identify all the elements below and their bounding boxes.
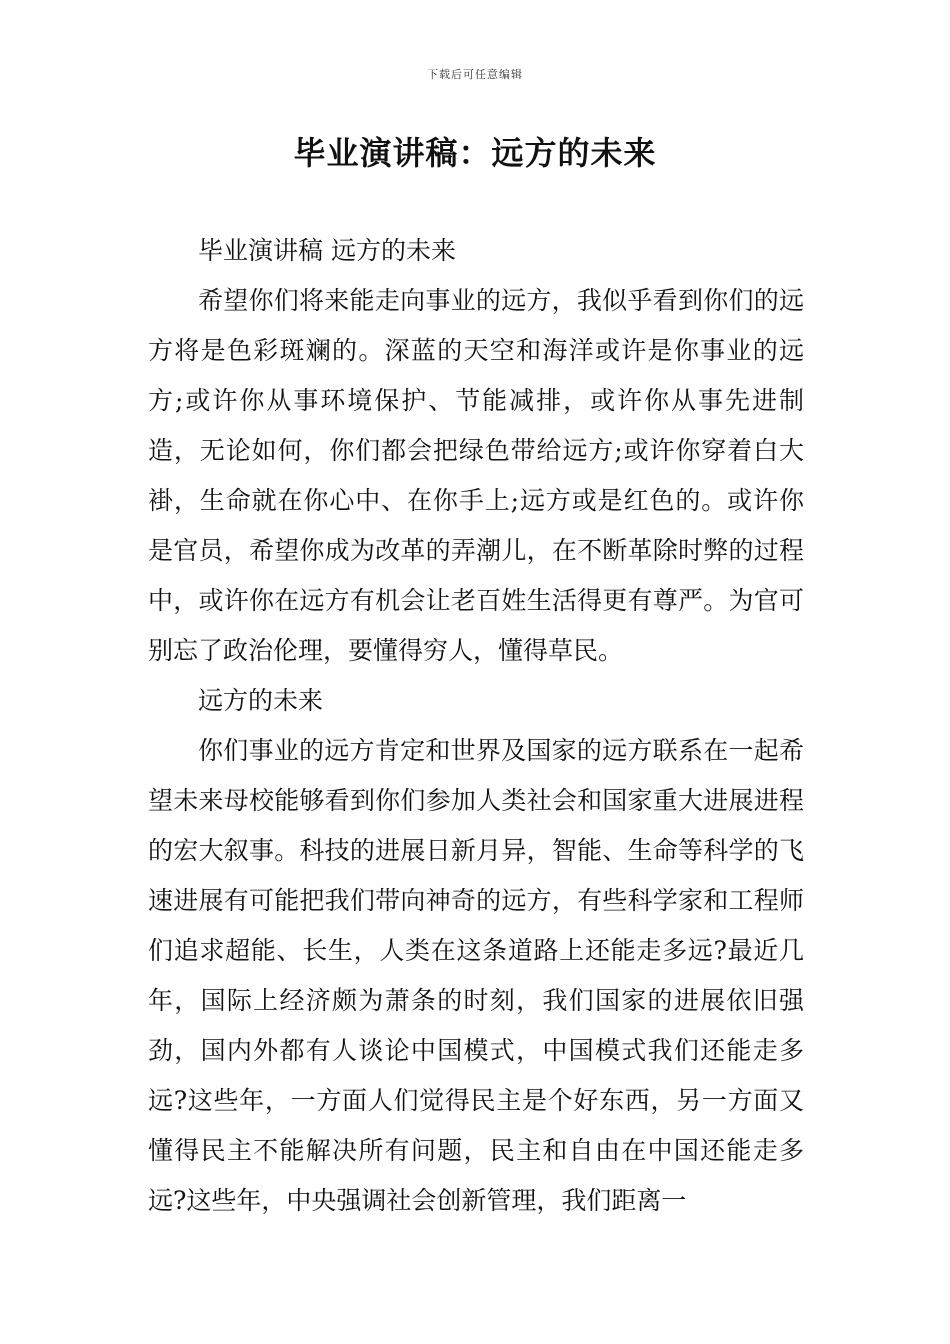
document-title: 毕业演讲稿：远方的未来 bbox=[293, 134, 657, 172]
body-paragraph: 你们事业的远方肯定和世界及国家的远方联系在一起希望未来母校能够看到你们参加人类社会和国家重大进展进程的宏大叙事。科技的进展日新月异，智能、生命等科学的飞速进展有可能把我们带向神奇的远方，有些科学家和工程师们追求超能、长生，人类在这条道路上还能走多远?最近几年，国际上经济颇为萧条的时刻，我们国家的进展依旧强劲，国内外都有人谈论中国模式，中国模式我们还能走多远?这些年，一方面人们觉得民主是个好东西，另一方面又懂得民主不能解决所有问题，民主和自由在中国还能走多远?这些年，中央强调社会创新管理，我们距离一 bbox=[148, 736, 804, 1215]
section-heading-paragraph: 远方的未来 bbox=[198, 686, 324, 715]
header-note: 下载后可任意编辑 bbox=[427, 68, 523, 81]
document-body bbox=[148, 226, 804, 1226]
body-paragraph: 希望你们将来能走向事业的远方，我似乎看到你们的远方将是色彩斑斓的。深蓝的天空和海洋或许是你事业的远方;或许你从事环境保护、节能减排，或许你从事先进制造，无论如何，你们都会把绿色带给远方;或许你穿着白大褂，生命就在你心中、在你手上;远方或是红色的。或许你是官员，希望你成为改革的弄潮儿，在不断革除时弊的过程中，或许你在远方有机会让老百姓生活得更有尊严。为官可别忘了政治伦理，要懂得穷人，懂得草民。 bbox=[148, 286, 804, 665]
subtitle-paragraph: 毕业演讲稿 远方的未来 bbox=[198, 236, 456, 265]
